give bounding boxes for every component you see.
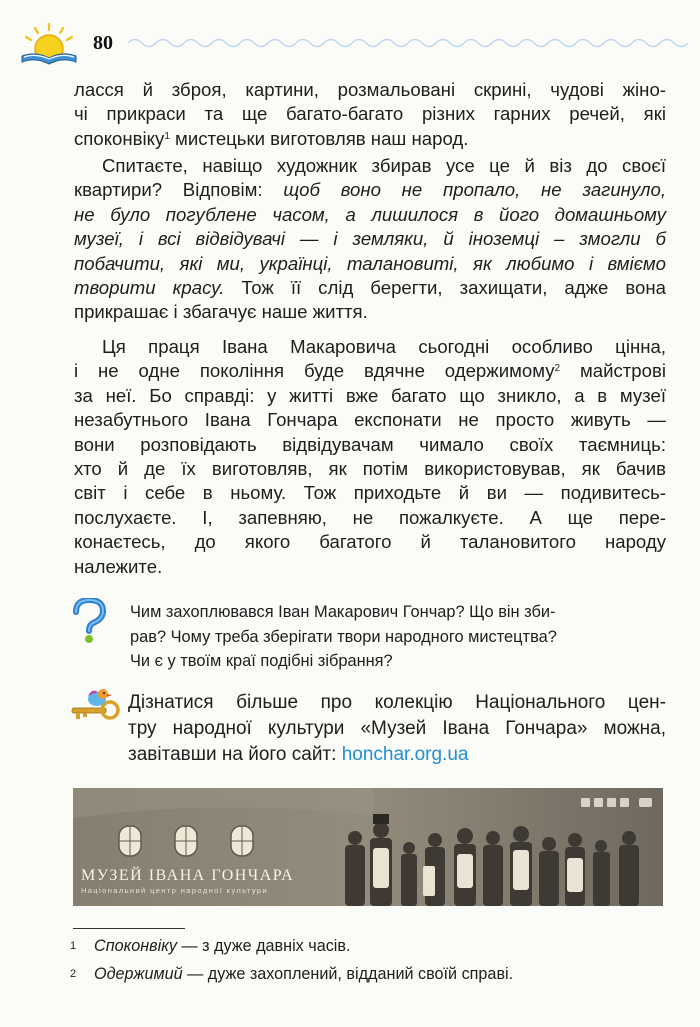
footnote-ref[interactable]: 2 (554, 363, 561, 375)
paragraph-1 (74, 78, 666, 151)
bird-key-icon (70, 686, 122, 724)
question-mark-icon (70, 598, 108, 644)
text-line: музеї, і всі відвідувачі — і земляки, й іноземці – змогли б (74, 228, 666, 250)
footnote-mark: 2 (70, 968, 77, 980)
footnote-definition: — з дуже давніх часів. (176, 937, 351, 955)
text-line: світ і себе в ньому. Тож приходьте й ви — подивитесь- (74, 482, 666, 504)
learn-more-block (128, 690, 666, 768)
paragraph-2 (74, 154, 666, 325)
header-wave-ornament (128, 34, 688, 52)
text-line: творити красу. Тож її слід берегти, захищати, адже вона (74, 277, 666, 299)
text-line: ласся й зброя, картини, розмальовані скрині, чудові жіно- (74, 79, 666, 100)
page-number: 80 (93, 32, 113, 54)
text-line: тру народної культури «Музей Івана Гончара» можна, (128, 718, 666, 739)
text-line: вони розповідають відвідувачам чимало своїх таємниць: (74, 433, 666, 455)
museum-banner-image (73, 788, 663, 906)
text-line: за неї. Бо справді: у житті вже багато що зникло, а в музеї (74, 384, 666, 406)
text-line: Ця праця Івана Макаровича сьогодні особливо цінна, (102, 336, 666, 357)
footnote-divider (73, 928, 185, 929)
question-line: Чим захоплювався Іван Макарович Гончар? Що він зби- (130, 603, 556, 621)
question-line: Чи є у твоїм краї подібні зібрання? (130, 652, 393, 670)
text-line: Спитаєте, навіщо художник збирав усе це й віз до своєї (102, 155, 666, 176)
banner-title: МУЗЕЙ ІВАНА ГОНЧАРА (81, 867, 295, 884)
text-line: хто й де їх виготовляв, як потім використовував, як бачив (74, 458, 666, 480)
footnote-term: Одержимий (94, 965, 183, 983)
text-line: чі прикраси та ще багато-багато різних гарних речей, які (74, 103, 666, 125)
footnote-term: Споконвіку (94, 937, 177, 955)
paragraph-3 (74, 335, 666, 579)
text-line: побачити, які ми, українці, талановиті, як любимо і вміємо (74, 252, 666, 274)
footnote-ref[interactable]: 1 (164, 130, 170, 142)
text-line: квартири? Відповім: щоб воно не пропало, не загинуло, (74, 179, 666, 201)
text-line: споконвіку$^1$ мистецьки виготовляв наш народ. (74, 127, 469, 149)
banner-subtitle: Національний центр народної культури (81, 886, 269, 895)
text-line: не було погублене часом, а лишилося в його домашньому (74, 203, 666, 225)
footnote-mark: 1 (70, 940, 77, 952)
text-line: Дізнатися більше про колекцію Національного цен- (128, 692, 666, 713)
questions-block (130, 600, 666, 674)
text-line: прикрашає і збагачує наше життя. (74, 301, 368, 323)
text-line: незабутнього Івана Гончара експонати не просто живуть — (74, 409, 666, 431)
question-line: рав? Чому треба зберігати твори народного мистецтва? (130, 627, 557, 646)
text-line: завітавши на його сайт: honchar.org.ua (128, 744, 469, 765)
text-line: і не одне покоління буде вдячне одержимому$^2$ майстрові (74, 360, 666, 382)
website-link[interactable]: honchar.org.ua (341, 744, 469, 765)
footnote-1 (70, 936, 670, 956)
footnote-definition: — дуже захоплений, відданий своїй справі. (182, 965, 514, 983)
text-line: послухаєте. І, запевняю, не пожалкуєте. А ще пере- (74, 506, 666, 528)
footnote-2 (70, 964, 670, 984)
sun-book-icon (18, 22, 80, 66)
text-line: конаєтесь, до якого багатого й талановитого народу (74, 531, 666, 553)
text-line: належите. (74, 555, 163, 577)
